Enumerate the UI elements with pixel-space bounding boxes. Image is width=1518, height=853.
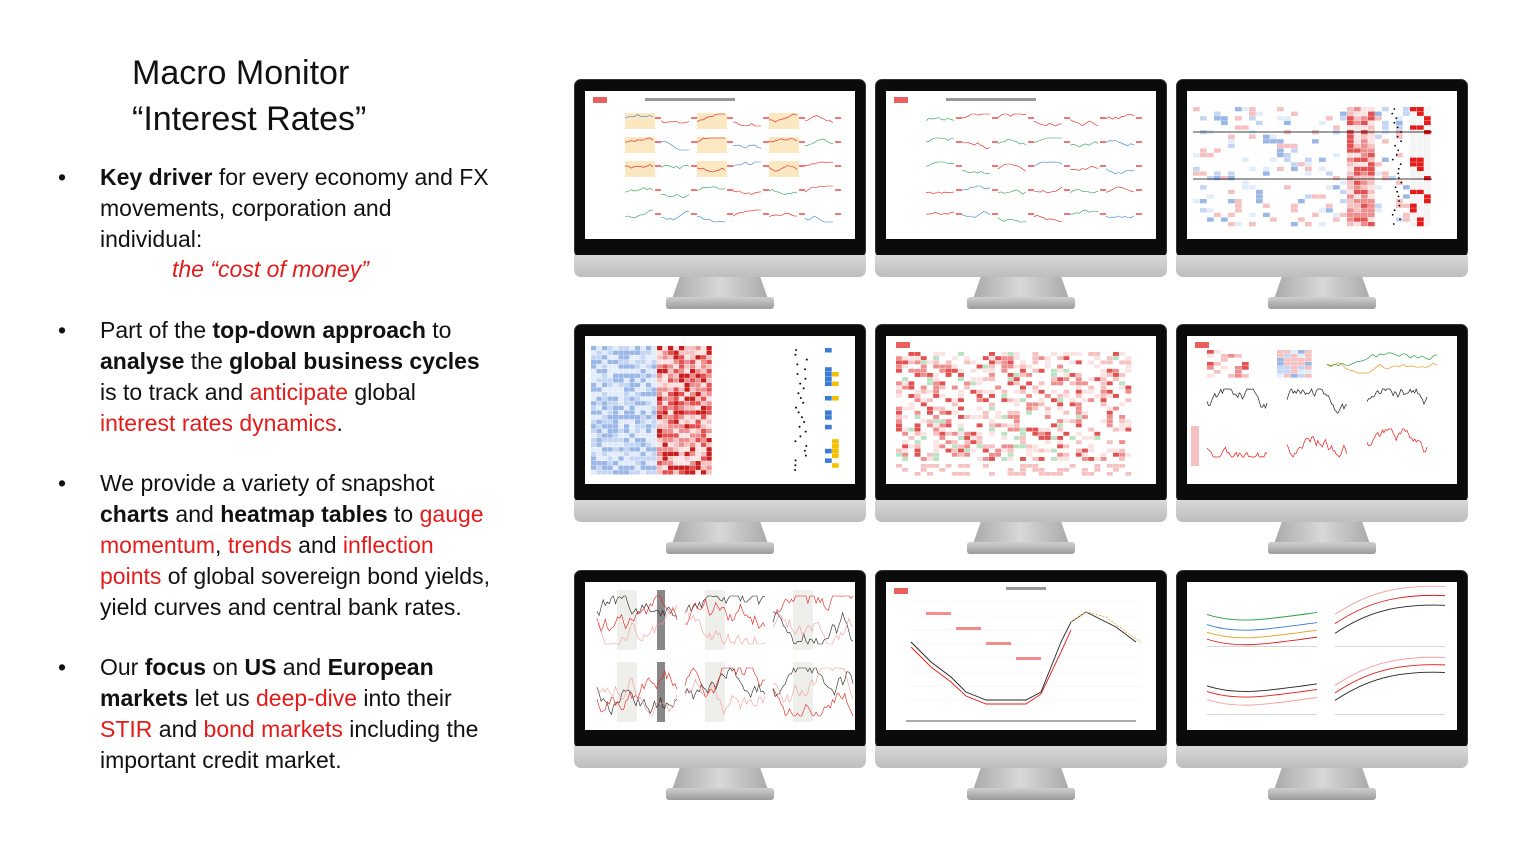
monitor-chin [1176, 255, 1468, 277]
monitor-stand-base [1268, 297, 1376, 309]
monitor-heatmap-red [875, 324, 1167, 557]
monitor-bezel [574, 79, 866, 258]
monitor-chin [574, 746, 866, 768]
text-bold: Key driver [100, 164, 213, 190]
bullet-top-down [52, 315, 492, 438]
text: for every economy and FX movements, corporation and individual: [100, 164, 489, 252]
text-bold: global business cycles [229, 347, 480, 374]
bullet-marker: • [58, 317, 67, 344]
monitor-screen [886, 91, 1156, 239]
monitor-chin [875, 255, 1167, 277]
monitor-bezel [875, 324, 1167, 503]
monitor-bezel [875, 79, 1167, 258]
monitor-heatmap-table [1176, 79, 1468, 312]
monitor-stand-base [666, 542, 774, 554]
monitor-yield-curves [1176, 570, 1468, 803]
monitor-large-line-chart [875, 570, 1167, 803]
text-bold: charts [100, 501, 170, 528]
text-bold: European markets [100, 654, 434, 712]
monitor-stand-base [666, 297, 774, 309]
monitor-bezel [1176, 324, 1468, 503]
bullet-list [52, 162, 492, 806]
text-bold: top-down approach [212, 317, 426, 344]
monitor-heatmap-red-blue [574, 324, 866, 557]
text: and [152, 715, 204, 742]
text: and [169, 501, 221, 528]
screenshot-thumbnail [886, 582, 1156, 730]
monitor-stand-neck [1274, 522, 1370, 544]
monitor-stand-neck [1274, 768, 1370, 790]
monitor-screen [585, 336, 855, 484]
screenshot-thumbnail [886, 336, 1156, 484]
text-cost-of-money: the “cost of money” [172, 256, 369, 283]
text-red: interest rates dynamics [100, 409, 337, 436]
monitor-screen [1187, 582, 1457, 730]
text: , [215, 531, 228, 558]
bullet-marker: • [58, 654, 67, 681]
monitor-stand-base [967, 788, 1075, 800]
text-red: bond markets [203, 715, 343, 742]
screenshot-thumbnail [1187, 336, 1457, 484]
monitor-chin [574, 500, 866, 522]
text: to [387, 501, 420, 528]
monitor-screen [585, 91, 855, 239]
text: Part of the [100, 317, 213, 344]
monitor-stand-neck [973, 277, 1069, 299]
screenshot-thumbnail [886, 91, 1156, 239]
bullet-marker: • [58, 470, 67, 497]
monitor-chin [875, 746, 1167, 768]
screenshot-thumbnail [585, 91, 855, 239]
text: Our [100, 654, 145, 681]
text-red: gauge momentum [100, 501, 484, 558]
monitor-mini-charts-2 [875, 79, 1167, 312]
text: of global sovereign bond yields, yield curves and central bank rates. [100, 562, 490, 620]
page-title [132, 50, 366, 142]
monitor-stand-neck [973, 522, 1069, 544]
text: including the important credit market. [100, 715, 479, 773]
monitor-stand-base [1268, 542, 1376, 554]
text-red: deep-dive [256, 685, 358, 712]
text: and [276, 654, 328, 681]
monitor-bezel [1176, 570, 1468, 749]
title-line-1: Macro Monitor [132, 54, 350, 92]
text: global [348, 378, 416, 405]
monitor-bezel [574, 570, 866, 749]
bullet-marker: • [58, 164, 67, 190]
monitor-mini-charts [574, 79, 866, 312]
text: on [206, 654, 245, 681]
monitor-bezel [574, 324, 866, 503]
monitor-stand-base [666, 788, 774, 800]
text-bold: heatmap tables [220, 501, 388, 528]
text: . [336, 409, 343, 436]
text-bold: US [244, 654, 277, 681]
text-red: inflection points [100, 531, 434, 589]
monitor-screen [1187, 91, 1457, 239]
text-red: STIR [100, 715, 153, 742]
text: is to track and [100, 378, 250, 405]
monitor-chin [574, 255, 866, 277]
text: and [291, 531, 343, 558]
monitor-stand-neck [672, 277, 768, 299]
monitor-charts-and-tables [1176, 324, 1468, 557]
monitor-chin [1176, 746, 1468, 768]
text-red: trends [227, 531, 292, 558]
monitor-stand-neck [672, 522, 768, 544]
monitor-stand-base [967, 542, 1075, 554]
text: the [184, 347, 230, 374]
monitor-screen [886, 336, 1156, 484]
text-bold: analyse [100, 347, 185, 374]
text: We provide a variety of snapshot [100, 470, 435, 497]
text: let us [188, 685, 256, 712]
screenshot-thumbnail [585, 582, 855, 730]
screenshot-thumbnail [1187, 91, 1457, 239]
monitor-screen [886, 582, 1156, 730]
text: to [425, 317, 452, 344]
monitor-chin [875, 500, 1167, 522]
screenshot-thumbnail [1187, 582, 1457, 730]
text: into their [357, 685, 452, 712]
monitor-stand-neck [973, 768, 1069, 790]
monitor-line-charts-grid [574, 570, 866, 803]
bullet-focus-markets [52, 652, 492, 775]
text-red: anticipate [249, 378, 349, 405]
bullet-snapshot-charts [52, 468, 492, 622]
monitor-stand-base [967, 297, 1075, 309]
monitor-bezel [1176, 79, 1468, 258]
monitor-chin [1176, 500, 1468, 522]
screenshot-thumbnail [585, 336, 855, 484]
monitor-stand-neck [1274, 277, 1370, 299]
bullet-key-driver [52, 162, 492, 285]
monitor-stand-neck [672, 768, 768, 790]
monitor-screen [1187, 336, 1457, 484]
monitor-bezel [875, 570, 1167, 749]
title-line-2: “Interest Rates” [132, 100, 367, 138]
text-bold: focus [144, 654, 207, 681]
monitor-stand-base [1268, 788, 1376, 800]
monitor-screen [585, 582, 855, 730]
